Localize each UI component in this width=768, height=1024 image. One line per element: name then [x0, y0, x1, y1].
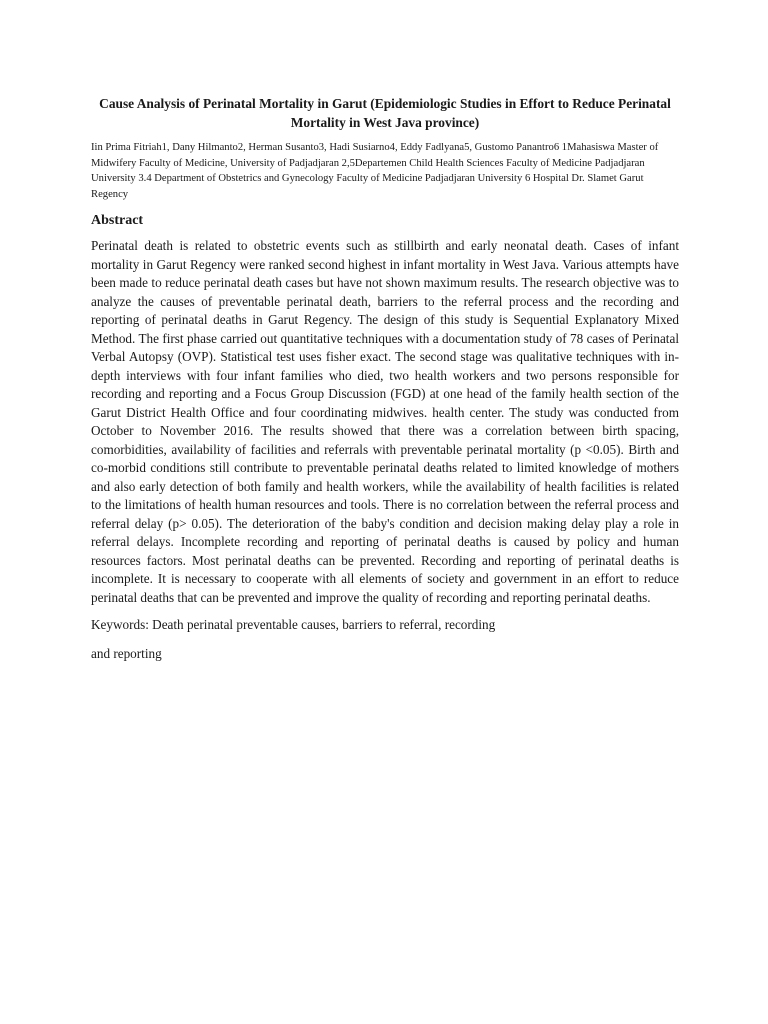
- abstract-heading: Abstract: [91, 213, 144, 229]
- paper-title: Cause Analysis of Perinatal Mortality in Garut (Epidemiologic Studies in Effort to Reduce Perinatal Mortality in West Java province): [99, 96, 671, 130]
- keywords-continued: and reporting: [91, 645, 162, 661]
- paper-page: [91, 94, 679, 663]
- keywords: Keywords: Death perinatal preventable causes, barriers to referral, recording: [91, 617, 496, 633]
- author-affiliations: Iin Prima Fitriah1, Dany Hilmanto2, Herman Susanto3, Hadi Susiarno4, Eddy Fadlyana5, Gustomo Panantro6 1Mahasiswa Master of Midwifery Faculty of Medicine, University of Padjadjaran 2,5Departemen Child Health Sciences Faculty of Medicine Padjadjaran University 3.4 Department of Obstetrics and Gynecology Faculty of Medicine Padjadjaran University 6 Hospital Dr. Slamet Garut Regency: [91, 142, 659, 200]
- abstract-body: Perinatal death is related to obstetric events such as stillbirth and early neonatal death. Cases of infant mortality in Garut Regency were ranked second highest in infant mortality in West Java. Various attempts have been made to reduce perinatal death cases but have not shown maximum results. The research objective was to analyze the causes of preventable perinatal death, barriers to the referral process and the recording and reporting of perinatal deaths in Garut Regency. The design of this study is Sequential Explanatory Mixed Method. The first phase carried out quantitative techniques with a documentation study of 78 cases of Perinatal Verbal Autopsy (OVP). Statistical test uses fisher exact. The second stage was qualitative techniques with in-depth interviews with four infant families who died, two health workers and two persons responsible for recording and reporting and a Focus Group Discussion (FGD) at one head of the family health section of the Garut District Health Office and four coordinating midwives. health center. The study was conducted from October to November 2016. The results showed that there was a correlation between birth spacing, comorbidities, availability of facilities and referrals with preventable perinatal mortality (p <0.05). Birth and co-morbid conditions still contribute to preventable perinatal deaths related to limited knowledge of mothers and also early detection of both family and health workers, while the availability of health facilities is related to the limitations of health human resources and tools. There is no correlation between the referral process and referral delay (p> 0.05). The deterioration of the baby's condition and decision making delay play a role in referral delays. Incomplete recording and reporting of perinatal deaths is caused by policy and human resources factors. Most perinatal deaths can be prevented. Recording and reporting of perinatal deaths is incomplete. It is necessary to cooperate with all elements of society and government in an effort to reduce perinatal deaths that can be prevented and improve the quality of recording and reporting perinatal deaths.: [91, 238, 679, 605]
